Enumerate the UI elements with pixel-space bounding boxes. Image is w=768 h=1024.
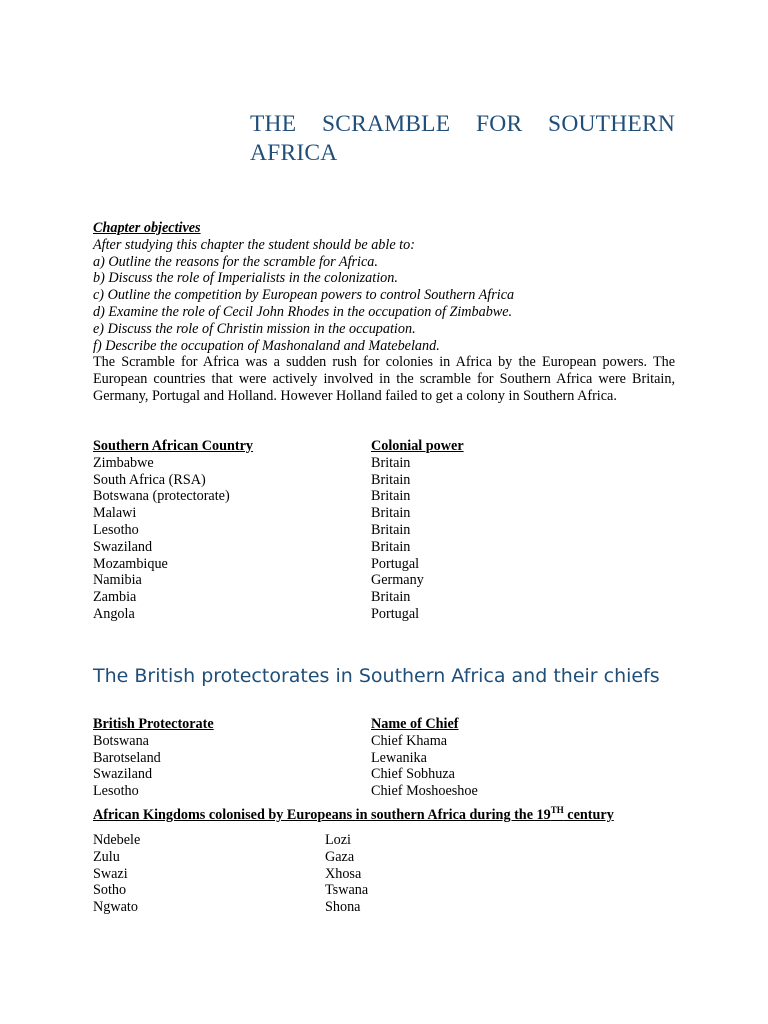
power-cell: Britain — [371, 454, 411, 471]
table-row — [93, 783, 675, 800]
power-cell: Britain — [371, 521, 411, 538]
column-header: Colonial power — [371, 438, 464, 454]
objective-item: c) Outline the competition by European powers to control Southern Africa — [93, 287, 515, 304]
kingdom-cell: Gaza — [325, 848, 355, 865]
table-row — [93, 505, 675, 522]
objective-item: b) Discuss the role of Imperialists in the colonization. — [93, 270, 398, 287]
protectorate-cell: Barotseland — [93, 749, 161, 766]
kingdoms-heading-suffix: century — [563, 807, 614, 823]
chief-cell: Chief Moshoeshoe — [371, 783, 478, 800]
column-header: Southern African Country — [93, 438, 254, 454]
colonies-table — [93, 438, 675, 623]
kingdom-cell: Zulu — [93, 848, 120, 865]
country-cell: Namibia — [93, 572, 142, 589]
table-row — [93, 556, 675, 573]
protectorate-cell: Swaziland — [93, 766, 153, 783]
country-cell: Angola — [93, 605, 135, 622]
power-cell: Britain — [371, 488, 411, 505]
country-cell: Zimbabwe — [93, 454, 154, 471]
country-cell: South Africa (RSA) — [93, 471, 206, 488]
protectorates-heading: The British protectorates in Southern Africa and their chiefs — [93, 665, 660, 687]
table-row — [93, 750, 675, 767]
kingdoms-list — [93, 832, 675, 916]
table-row — [93, 766, 675, 783]
list-item — [93, 866, 675, 883]
country-cell: Lesotho — [93, 521, 139, 538]
list-item — [93, 899, 675, 916]
power-cell: Germany — [371, 572, 424, 589]
kingdom-cell: Swazi — [93, 865, 128, 882]
table-row — [93, 572, 675, 589]
power-cell: Portugal — [371, 555, 420, 572]
objectives-intro: After studying this chapter the student should be able to: — [93, 236, 415, 253]
country-cell: Botswana (protectorate) — [93, 488, 230, 505]
protectorates-table — [93, 716, 675, 800]
table-header-row — [93, 438, 675, 455]
table-row — [93, 606, 675, 623]
table-row — [93, 733, 675, 750]
column-header: Name of Chief — [371, 716, 459, 732]
list-item — [93, 832, 675, 849]
protectorate-cell: Botswana — [93, 732, 149, 749]
table-row — [93, 488, 675, 505]
table-row — [93, 589, 675, 606]
list-item — [93, 882, 675, 899]
table-row — [93, 539, 675, 556]
country-cell: Malawi — [93, 505, 137, 522]
power-cell: Britain — [371, 471, 411, 488]
kingdom-cell: Sotho — [93, 882, 127, 899]
intro-paragraph: The Scramble for Africa was a sudden rush for colonies in Africa by the European powers. The European countries that were actively involved in the scramble for Southern Africa were Britain, Germany, Portugal and Holland. However Holland failed to get a colony in Southern Africa. — [93, 354, 675, 404]
objectives-heading: Chapter objectives — [93, 220, 201, 236]
power-cell: Britain — [371, 538, 411, 555]
column-header: British Protectorate — [93, 716, 214, 732]
kingdom-cell: Ndebele — [93, 832, 141, 848]
table-row — [93, 455, 675, 472]
kingdoms-heading — [93, 806, 693, 824]
chief-cell: Chief Sobhuza — [371, 766, 455, 783]
chief-cell: Chief Khama — [371, 732, 448, 749]
kingdom-cell: Tswana — [325, 882, 369, 899]
country-cell: Zambia — [93, 589, 137, 606]
objective-item: f) Describe the occupation of Mashonaland and Matebeland. — [93, 337, 440, 354]
protectorate-cell: Lesotho — [93, 783, 139, 800]
objective-item: d) Examine the role of Cecil John Rhodes in the occupation of Zimbabwe. — [93, 303, 513, 320]
country-cell: Mozambique — [93, 555, 168, 572]
objective-item: e) Discuss the role of Christin mission in the occupation. — [93, 320, 416, 337]
kingdom-cell: Shona — [325, 899, 361, 916]
kingdom-cell: Lozi — [325, 832, 351, 848]
kingdoms-heading-text: African Kingdoms colonised by Europeans in southern Africa during the 19 — [93, 807, 551, 823]
table-row — [93, 472, 675, 489]
chapter-objectives — [93, 220, 675, 405]
document-title: THE SCRAMBLE FOR SOUTHERN AFRICA — [250, 111, 675, 166]
chief-cell: Lewanika — [371, 749, 427, 766]
power-cell: Britain — [371, 589, 411, 606]
list-item — [93, 849, 675, 866]
kingdom-cell: Xhosa — [325, 865, 362, 882]
country-cell: Swaziland — [93, 538, 153, 555]
table-header-row — [93, 716, 675, 733]
objective-item: a) Outline the reasons for the scramble for Africa. — [93, 253, 378, 270]
kingdom-cell: Ngwato — [93, 899, 138, 916]
kingdoms-heading-superscript: TH — [550, 805, 564, 815]
power-cell: Britain — [371, 505, 411, 522]
table-row — [93, 522, 675, 539]
power-cell: Portugal — [371, 605, 420, 622]
